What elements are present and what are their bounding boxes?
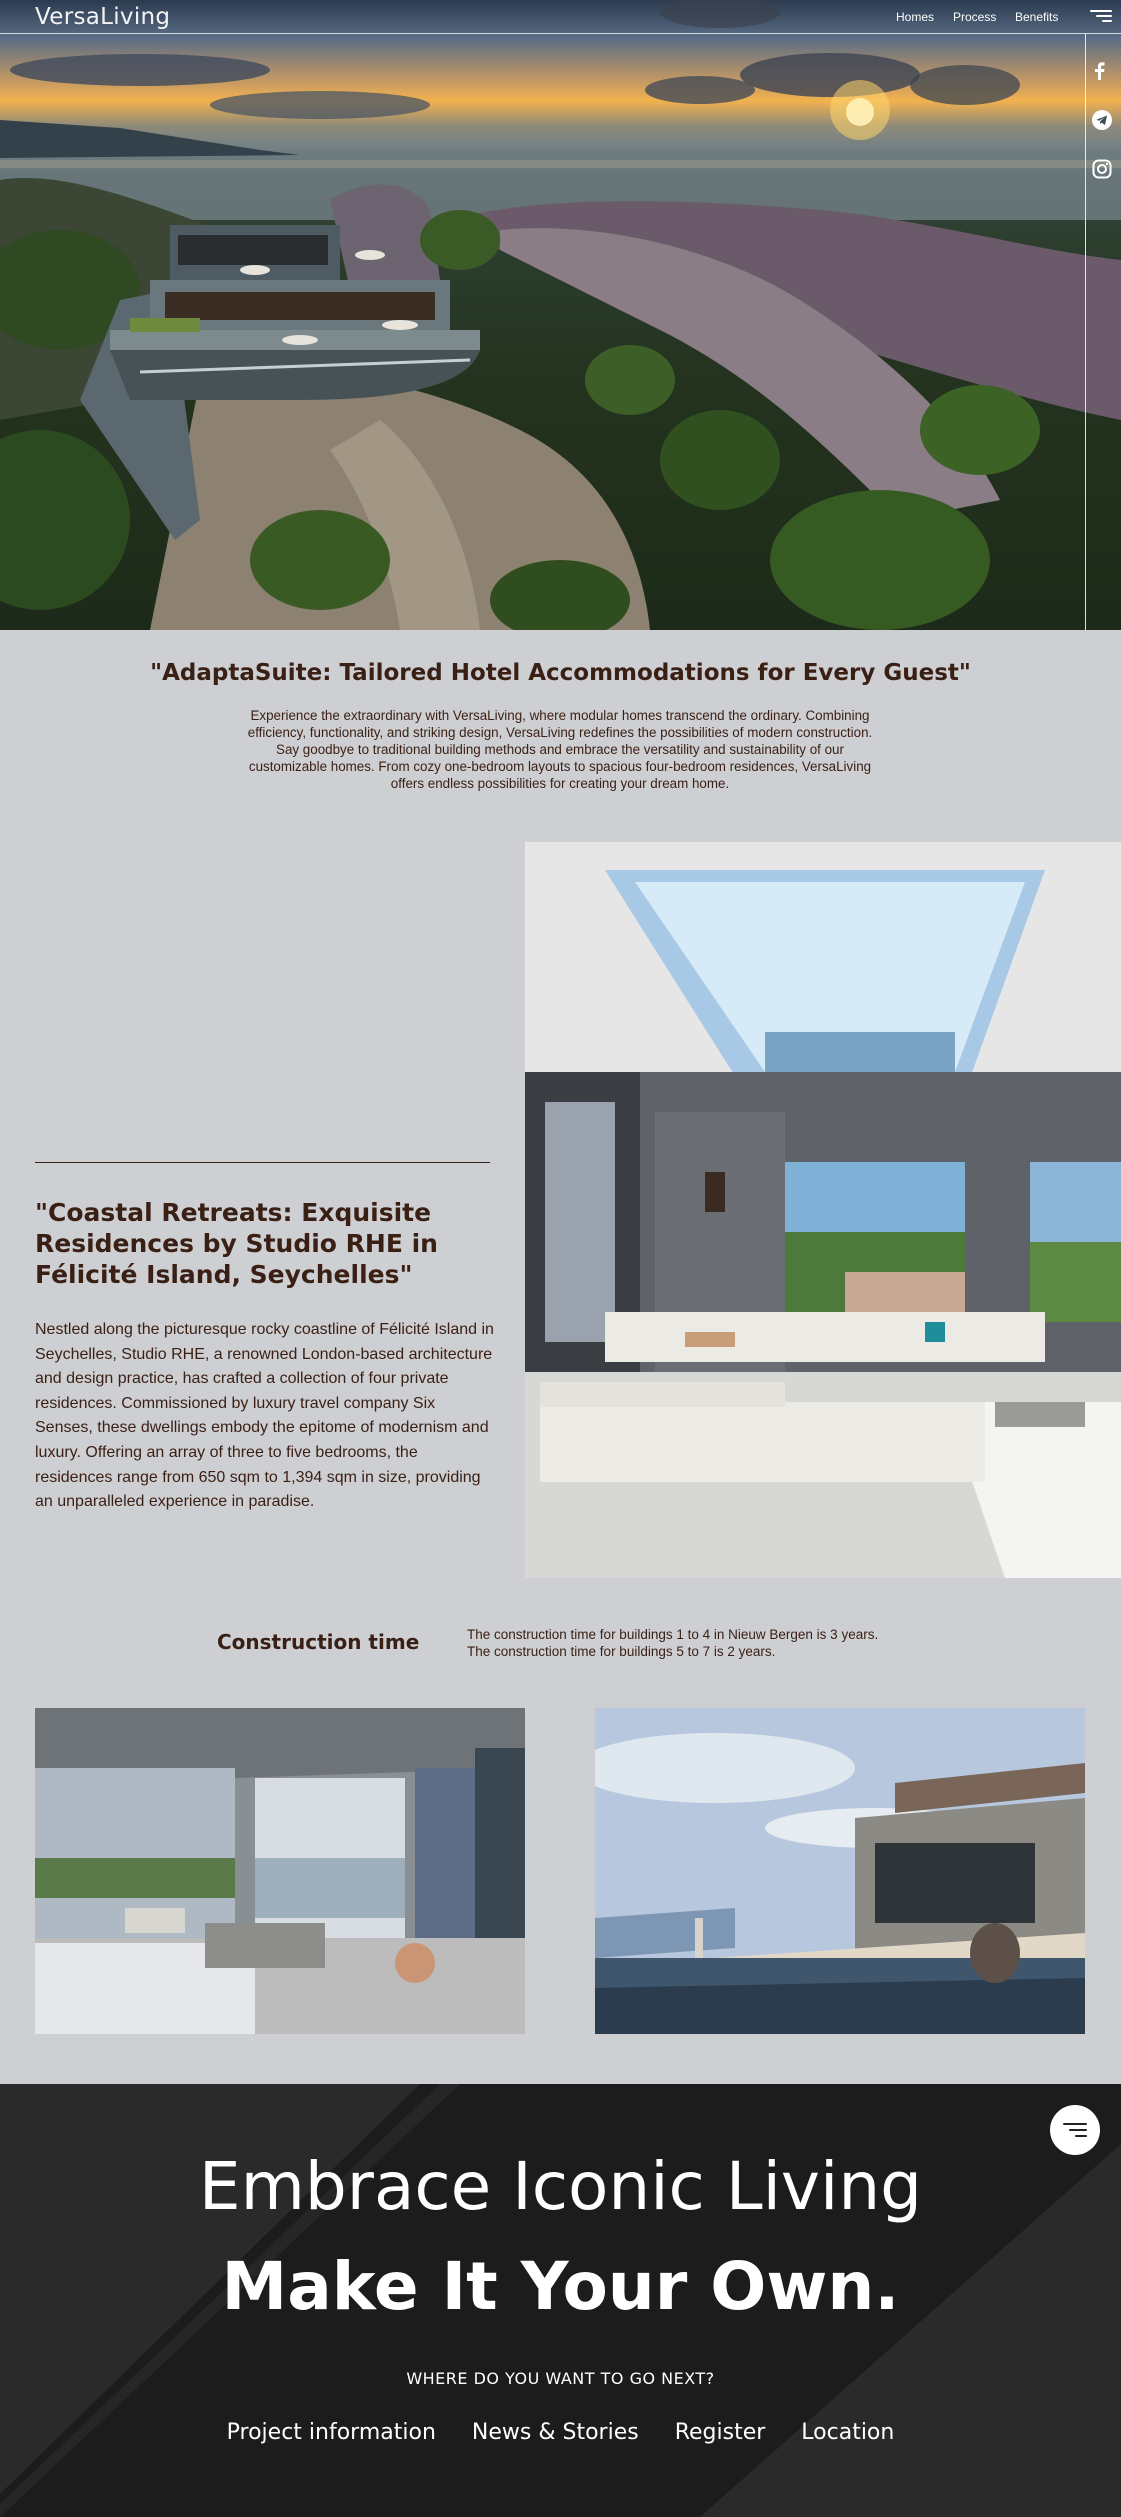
footer-link-project-information[interactable]: Project information <box>226 2420 436 2445</box>
footer-headline-1: Embrace Iconic Living <box>198 2148 923 2225</box>
nav-process[interactable]: Process <box>953 10 997 24</box>
instagram-icon[interactable] <box>1092 159 1114 181</box>
intro-title: "AdaptaSuite: Tailored Hotel Accommodations for Every Guest" <box>150 660 971 686</box>
footer-link-register[interactable]: Register <box>674 2420 766 2445</box>
coastal-text: Nestled along the picturesque rocky coastline of Félicité Island in Seychelles, Studio RHE, a renowned London-based architecture and design practice, has crafted a collection of four private residences. Commissioned by luxury travel company Six Senses, these dwellings embody the epitome of modernism and luxury. Offering an array of three to five bedrooms, the residences range from 650 sqm to 1,394 sqm in size, providing an unparalleled experience in paradise. <box>35 1321 494 1511</box>
facebook-icon[interactable] <box>1092 62 1114 84</box>
villa-pool-photo <box>595 1708 1085 2034</box>
footer-subheading: WHERE DO YOU WANT TO GO NEXT? <box>406 2369 715 2388</box>
intro-text: Experience the extraordinary with VersaLiving, where modular homes transcend the ordinary. Combining efficiency, functionality, and striking design, VersaLiving redefines the possibilities of modern construction. Say goodbye to traditional building methods and embrace the versatility and sustainability of our customizable homes. From cozy one-bedroom layouts to spacious four-bedroom residences, VersaLiving offers endless possibilities for creating your dream home. <box>247 708 873 791</box>
nav-homes[interactable]: Homes <box>896 10 935 24</box>
hero-vertical-line <box>1085 34 1086 630</box>
construction-title: Construction time <box>217 1630 420 1654</box>
living-room-photo <box>525 842 1121 1578</box>
hero-scene <box>0 0 1121 630</box>
hero-image <box>0 0 1121 630</box>
logo[interactable]: VersaLiving <box>35 4 171 30</box>
bedroom-photo <box>35 1708 525 2034</box>
footer-link-location[interactable]: Location <box>801 2420 895 2445</box>
footer-links <box>0 2420 1121 2445</box>
construction-line: The construction time for buildings 5 to 7 is 2 years. <box>467 1644 776 1659</box>
coastal-title: "Coastal Retreats: Exquisite Residences by Studio RHE in Félicité Island, Seychelles" <box>35 1198 438 1289</box>
nav-benefits[interactable]: Benefits <box>1015 10 1059 24</box>
hamburger-icon[interactable] <box>1090 8 1112 24</box>
footer-link-news-stories[interactable]: News & Stories <box>471 2420 639 2445</box>
section-divider <box>35 1162 490 1163</box>
footer-headline-2: Make It Your Own. <box>221 2248 900 2325</box>
construction-line: The construction time for buildings 1 to 4 in Nieuw Bergen is 3 years. <box>467 1627 879 1642</box>
telegram-icon[interactable] <box>1092 110 1114 132</box>
